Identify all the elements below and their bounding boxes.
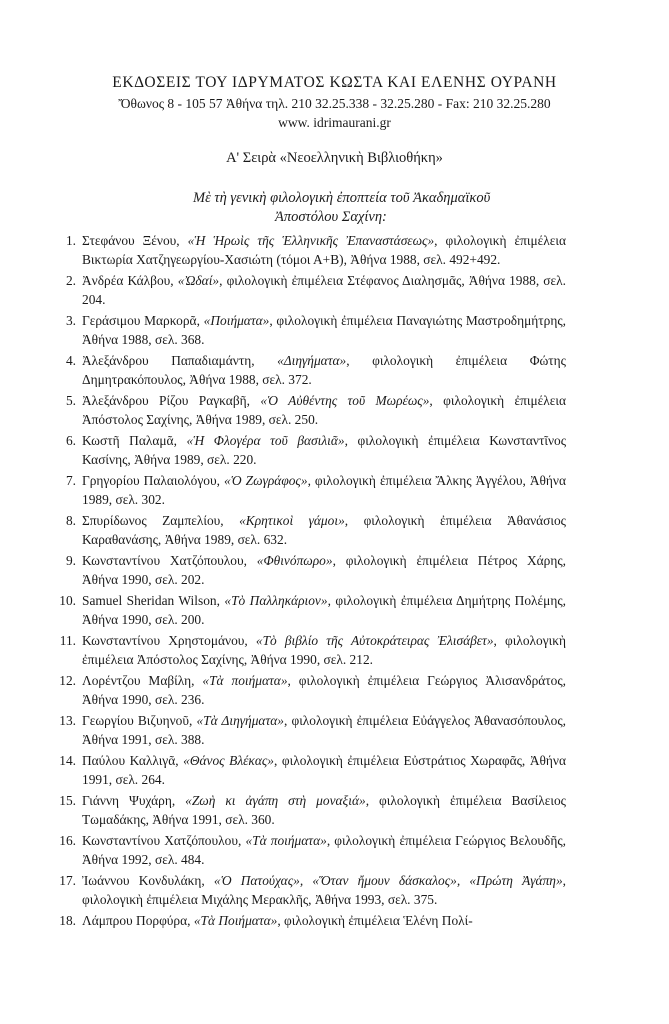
book-entry — [46, 312, 566, 349]
book-entry — [46, 632, 566, 669]
entry-text — [82, 312, 566, 349]
entry-text — [82, 512, 566, 549]
entry-title: «Διηγήματα» — [277, 353, 347, 368]
entry-number: 17. — [59, 873, 76, 888]
entry-author: Samuel Sheridan Wilson, — [82, 593, 225, 608]
entry-text — [82, 272, 566, 309]
entry-text — [82, 672, 566, 709]
entry-details: , φιλολογικὴ ἐπιμέλεια Δημήτρης Πολέμης, Ἀθήνα 1990, σελ. 200. — [82, 593, 566, 627]
entry-text — [82, 712, 566, 749]
entry-details: , φιλολογικὴ ἐπιμέλεια Κωνσταντῖνος Κασίνης, Ἀθήνα 1989, σελ. 220. — [82, 433, 566, 467]
entry-title: «Ποιήματα» — [203, 313, 270, 328]
entry-number: 16. — [59, 833, 76, 848]
book-entry — [46, 352, 566, 389]
entry-author: Γρηγορίου Παλαιολόγου, — [82, 473, 224, 488]
book-entry — [46, 592, 566, 629]
entry-author: Ἰωάννου Κονδυλάκη, — [82, 873, 214, 888]
entry-details: , φιλολογικὴ ἐπιμέλεια Βασίλειος Τωμαδάκης, Ἀθήνα 1991, σελ. 360. — [82, 793, 566, 827]
entry-text — [82, 592, 566, 629]
book-entry — [46, 752, 566, 789]
publisher-website: www. idrimaurani.gr — [278, 115, 391, 130]
entry-title: «Ἡ Φλογέρα τοῦ βασιλιᾶ» — [186, 433, 345, 448]
entry-author: Κωστῆ Παλαμᾶ, — [82, 433, 187, 448]
entry-author: Λορέντζου Μαβίλη, — [82, 673, 203, 688]
entry-number: 13. — [59, 713, 76, 728]
entry-author: Γεωργίου Βιζυηνοῦ, — [82, 713, 197, 728]
entry-author: Σπυρίδωνος Ζαμπελίου, — [82, 513, 240, 528]
publisher-name: ΕΚΔΟΣΕΙΣ ΤΟΥ ΙΔΡΥΜΑΤΟΣ ΚΩΣΤΑ ΚΑΙ ΕΛΕΝΗΣ ΟΥΡΑΝΗ — [112, 74, 557, 91]
entry-number: 12. — [59, 673, 76, 688]
entry-number: 9. — [65, 553, 76, 568]
entry-text — [82, 752, 566, 789]
entry-number: 1. — [65, 233, 76, 248]
entry-author: Ἀλεξάνδρου Παπαδιαμάντη, — [82, 353, 278, 368]
book-list — [46, 232, 566, 934]
entry-number: 6. — [65, 433, 76, 448]
book-entry — [46, 912, 566, 931]
series-title: Α' Σειρὰ «Νεοελληνικὴ Βιβλιοθήκη» — [226, 150, 443, 166]
book-entry — [46, 392, 566, 429]
entry-title: «Ὁ Πατούχας», «Ὅταν ἤμουν δάσκαλος», «Πρώτη Ἀγάπη» — [213, 873, 563, 888]
entry-details: , φιλολογικὴ ἐπιμέλεια Ἄλκης Ἀγγέλου, Ἀθήνα 1989, σελ. 302. — [82, 473, 567, 507]
book-entry — [46, 432, 566, 469]
entry-number: 2. — [65, 273, 76, 288]
entry-text — [82, 632, 566, 669]
entry-title: «Τὰ Ποιήματα» — [193, 913, 278, 928]
entry-details: , φιλολογικὴ ἐπιμέλεια Ἀπόστολος Σαχίνης, Ἀθήνα 1990, σελ. 212. — [82, 633, 566, 667]
entry-details: , φιλολογικὴ ἐπιμέλεια Ἑλένη Πολί- — [277, 913, 473, 928]
book-entry — [46, 512, 566, 549]
entry-details: , φιλολογικὴ ἐπιμέλεια Γεώργιος Βελουδῆς, Ἀθήνα 1992, σελ. 484. — [82, 833, 566, 867]
entry-title: «Κρητικοὶ γάμοι» — [239, 513, 345, 528]
entry-number: 5. — [65, 393, 76, 408]
entry-author: Γεράσιμου Μαρκορᾶ, — [82, 313, 204, 328]
entry-title: «Τὰ ποιήματα» — [202, 673, 288, 688]
entry-author: Κωνσταντίνου Χατζόπουλου, — [82, 833, 246, 848]
entry-title: «Ἡ Ἡρωὶς τῆς Ἑλληνικῆς Ἐπαναστάσεως» — [187, 233, 435, 248]
supervision-line-2: Ἀποστόλου Σαχίνη: — [275, 209, 387, 225]
entry-author: Ἀνδρέα Κάλβου, — [82, 273, 178, 288]
entry-title: «Ὁ Ζωγράφος» — [223, 473, 308, 488]
entry-details: , φιλολογικὴ ἐπιμέλεια Ἀπόστολος Σαχίνης, Ἀθήνα 1989, σελ. 250. — [82, 393, 566, 427]
entry-title: «Ὁ Αὐθέντης τοῦ Μωρέως» — [260, 393, 430, 408]
entry-details: , φιλολογικὴ ἐπιμέλεια Πέτρος Χάρης, Ἀθήνα 1990, σελ. 202. — [82, 553, 566, 587]
book-entry — [46, 552, 566, 589]
entry-title: «Τὰ ποιήματα» — [245, 833, 327, 848]
entry-details: , φιλολογικὴ ἐπιμέλεια Ἀθανάσιος Καραθανάσης, Ἀθήνα 1989, σελ. 632. — [82, 513, 566, 547]
entry-number: 11. — [59, 633, 76, 648]
entry-title: «Τὰ Διηγήματα» — [196, 713, 284, 728]
entry-author: Γιάννη Ψυχάρη, — [82, 793, 186, 808]
entry-text — [82, 472, 566, 509]
entry-details: , φιλολογικὴ ἐπιμέλεια Φώτης Δημητρακόπουλος, Ἀθήνα 1988, σελ. 372. — [82, 353, 566, 387]
entry-title: «Θάνος Βλέκας» — [183, 753, 274, 768]
book-entry — [46, 792, 566, 829]
entry-text — [82, 232, 566, 269]
entry-number: 4. — [65, 353, 76, 368]
entry-text — [82, 552, 566, 589]
entry-text — [82, 832, 566, 869]
entry-details: , φιλολογικὴ ἐπιμέλεια Στέφανος Διαλησμᾶς, Ἀθήνα 1988, σελ. 204. — [82, 273, 566, 307]
book-entry — [46, 472, 566, 509]
supervision-note — [150, 189, 580, 227]
entry-number: 3. — [65, 313, 76, 328]
book-entry — [46, 712, 566, 749]
entry-author: Λάμπρου Πορφύρα, — [82, 913, 194, 928]
entry-number: 7. — [65, 473, 76, 488]
entry-details: , φιλολογικὴ ἐπιμέλεια Γεώργιος Ἀλισανδράτος, Ἀθήνα 1990, σελ. 236. — [82, 673, 567, 707]
book-entry — [46, 872, 566, 909]
entry-details: , φιλολογικὴ ἐπιμέλεια Εὐάγγελος Ἀθανασόπουλος, Ἀθήνα 1991, σελ. 388. — [82, 713, 567, 747]
entry-title: «Ὠδαί» — [177, 273, 220, 288]
entry-title: «Τὸ βιβλίο τῆς Αὐτοκράτειρας Ἐλισάβετ» — [255, 633, 494, 648]
entry-title: «Ζωὴ κι ἀγάπη στὴ μοναξιά» — [185, 793, 366, 808]
entry-details: , φιλολογικὴ ἐπιμέλεια Εὐστράτιος Χωραφᾶς, Ἀθήνα 1991, σελ. 264. — [82, 753, 566, 787]
entry-text — [82, 872, 566, 909]
entry-author: Στεφάνου Ξένου, — [82, 233, 188, 248]
entry-number: 14. — [59, 753, 76, 768]
entry-number: 18. — [59, 913, 76, 928]
entry-author: Παύλου Καλλιγᾶ, — [82, 753, 184, 768]
book-entry — [46, 272, 566, 309]
entry-details: , φιλολογικὴ ἐπιμέλεια Μιχάλης Μερακλῆς, Ἀθήνα 1993, σελ. 375. — [82, 873, 566, 907]
book-entry — [46, 832, 566, 869]
entry-text — [82, 352, 566, 389]
book-entry — [46, 232, 566, 269]
entry-author: Ἀλεξάνδρου Ρίζου Ραγκαβῆ, — [82, 393, 261, 408]
publisher-header — [0, 72, 669, 132]
entry-text — [82, 792, 566, 829]
entry-text — [82, 912, 566, 931]
book-entry — [46, 672, 566, 709]
entry-title: «Φθινόπωρο» — [256, 553, 333, 568]
entry-author: Κωνσταντίνου Χρηστομάνου, — [82, 633, 256, 648]
entry-number: 8. — [65, 513, 76, 528]
entry-text — [82, 392, 566, 429]
entry-author: Κωνσταντίνου Χατζόπουλου, — [82, 553, 257, 568]
entry-title: «Τὸ Παλληκάριον» — [224, 593, 328, 608]
supervision-line-1: Μὲ τὴ γενικὴ φιλολογικὴ ἐποπτεία τοῦ Ἀκαδημαϊκοῦ — [193, 190, 491, 206]
entry-details: , φιλολογικὴ ἐπιμέλεια Παναγιώτης Μαστροδημήτρης, Ἀθήνα 1988, σελ. 368. — [82, 313, 567, 347]
entry-number: 15. — [59, 793, 76, 808]
entry-number: 10. — [59, 593, 76, 608]
publisher-address: Ὄθωνος 8 - 105 57 Ἀθήνα τηλ. 210 32.25.338 - 32.25.280 - Fax: 210 32.25.280 — [118, 96, 551, 111]
entry-details: , φιλολογικὴ ἐπιμέλεια Βικτωρία Χατζηγεωργίου-Χασιώτη (τόμοι Α+Β), Ἀθήνα 1988, σελ. 492+492. — [82, 233, 566, 267]
entry-text — [82, 432, 566, 469]
